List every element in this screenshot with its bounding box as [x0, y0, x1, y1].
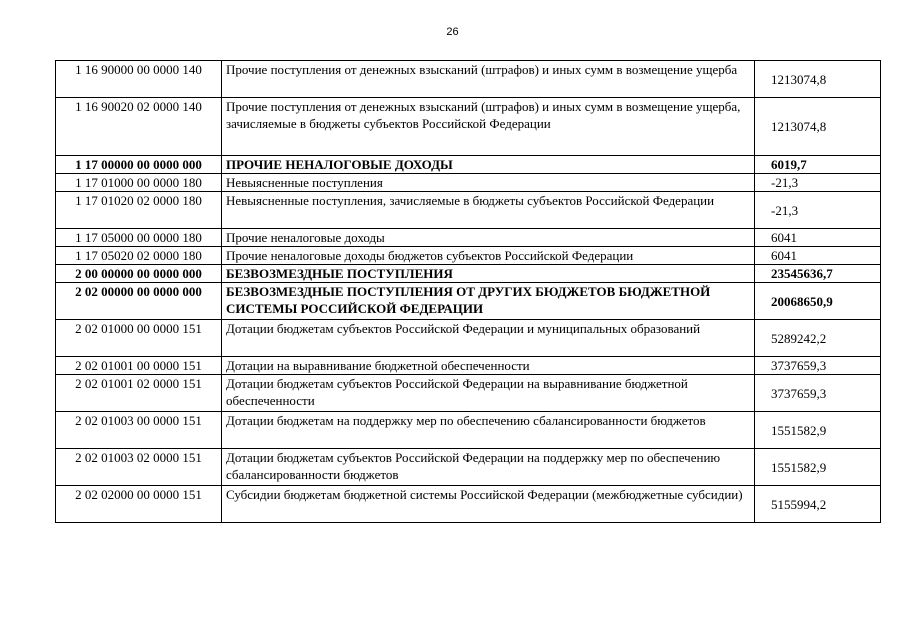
revenue-name: Прочие неналоговые доходы: [222, 229, 755, 247]
amount-value: 6019,7: [755, 156, 881, 174]
table-row: [56, 320, 881, 357]
page-number: 26: [446, 26, 459, 38]
revenue-name: Дотации бюджетам на поддержку мер по обеспечению сбалансированности бюджетов: [222, 412, 755, 449]
table-row: [56, 283, 881, 320]
classification-code: 2 02 00000 00 0000 000: [56, 283, 222, 320]
amount-value: 1213074,8: [755, 98, 881, 156]
table-row: [56, 156, 881, 174]
revenue-name: Прочие поступления от денежных взысканий (штрафов) и иных сумм в возмещение ущерба: [222, 61, 755, 98]
classification-code: 1 16 90020 02 0000 140: [56, 98, 222, 156]
table-row: [56, 247, 881, 265]
classification-code: 2 02 01003 02 0000 151: [56, 449, 222, 486]
table-row: [56, 192, 881, 229]
amount-value: 1551582,9: [755, 412, 881, 449]
table-row: [56, 412, 881, 449]
amount-value: 6041: [755, 229, 881, 247]
revenue-name: БЕЗВОЗМЕЗДНЫЕ ПОСТУПЛЕНИЯ: [222, 265, 755, 283]
revenue-name: ПРОЧИЕ НЕНАЛОГОВЫЕ ДОХОДЫ: [222, 156, 755, 174]
table-row: [56, 174, 881, 192]
revenue-name: Дотации бюджетам субъектов Российской Федерации и муниципальных образований: [222, 320, 755, 357]
table-row: [56, 265, 881, 283]
table-row: [56, 486, 881, 523]
revenue-name: Дотации на выравнивание бюджетной обеспеченности: [222, 357, 755, 375]
revenue-name: Субсидии бюджетам бюджетной системы Российской Федерации (межбюджетные субсидии): [222, 486, 755, 523]
classification-code: 2 02 02000 00 0000 151: [56, 486, 222, 523]
amount-value: 20068650,9: [755, 283, 881, 320]
amount-value: 5155994,2: [755, 486, 881, 523]
revenue-name: Невыясненные поступления: [222, 174, 755, 192]
classification-code: 1 17 00000 00 0000 000: [56, 156, 222, 174]
amount-value: -21,3: [755, 174, 881, 192]
revenue-name: Дотации бюджетам субъектов Российской Федерации на поддержку мер по обеспечению сбалансированности бюджетов: [222, 449, 755, 486]
classification-code: 2 02 01003 00 0000 151: [56, 412, 222, 449]
amount-value: 23545636,7: [755, 265, 881, 283]
classification-code: 1 17 05020 02 0000 180: [56, 247, 222, 265]
classification-code: 2 00 00000 00 0000 000: [56, 265, 222, 283]
revenue-name: Прочие поступления от денежных взысканий (штрафов) и иных сумм в возмещение ущерба, зачисляемые в бюджеты субъектов Российской Федерации: [222, 98, 755, 156]
amount-value: 1213074,8: [755, 61, 881, 98]
classification-code: 2 02 01001 00 0000 151: [56, 357, 222, 375]
table-row: [56, 357, 881, 375]
revenue-name: Невыясненные поступления, зачисляемые в бюджеты субъектов Российской Федерации: [222, 192, 755, 229]
table-row: [56, 449, 881, 486]
budget-table: [55, 60, 881, 523]
amount-value: 6041: [755, 247, 881, 265]
amount-value: 5289242,2: [755, 320, 881, 357]
table-row: [56, 375, 881, 412]
amount-value: 3737659,3: [755, 375, 881, 412]
revenue-name: БЕЗВОЗМЕЗДНЫЕ ПОСТУПЛЕНИЯ ОТ ДРУГИХ БЮДЖЕТОВ БЮДЖЕТНОЙ СИСТЕМЫ РОССИЙСКОЙ ФЕДЕРАЦИИ: [222, 283, 755, 320]
amount-value: 3737659,3: [755, 357, 881, 375]
table-row: [56, 229, 881, 247]
amount-value: -21,3: [755, 192, 881, 229]
table-row: [56, 61, 881, 98]
revenue-name: Дотации бюджетам субъектов Российской Федерации на выравнивание бюджетной обеспеченности: [222, 375, 755, 412]
table-row: [56, 98, 881, 156]
revenue-name: Прочие неналоговые доходы бюджетов субъектов Российской Федерации: [222, 247, 755, 265]
classification-code: 2 02 01001 02 0000 151: [56, 375, 222, 412]
classification-code: 1 17 01020 02 0000 180: [56, 192, 222, 229]
amount-value: 1551582,9: [755, 449, 881, 486]
classification-code: 2 02 01000 00 0000 151: [56, 320, 222, 357]
classification-code: 1 16 90000 00 0000 140: [56, 61, 222, 98]
classification-code: 1 17 05000 00 0000 180: [56, 229, 222, 247]
classification-code: 1 17 01000 00 0000 180: [56, 174, 222, 192]
table-body: [56, 61, 881, 523]
